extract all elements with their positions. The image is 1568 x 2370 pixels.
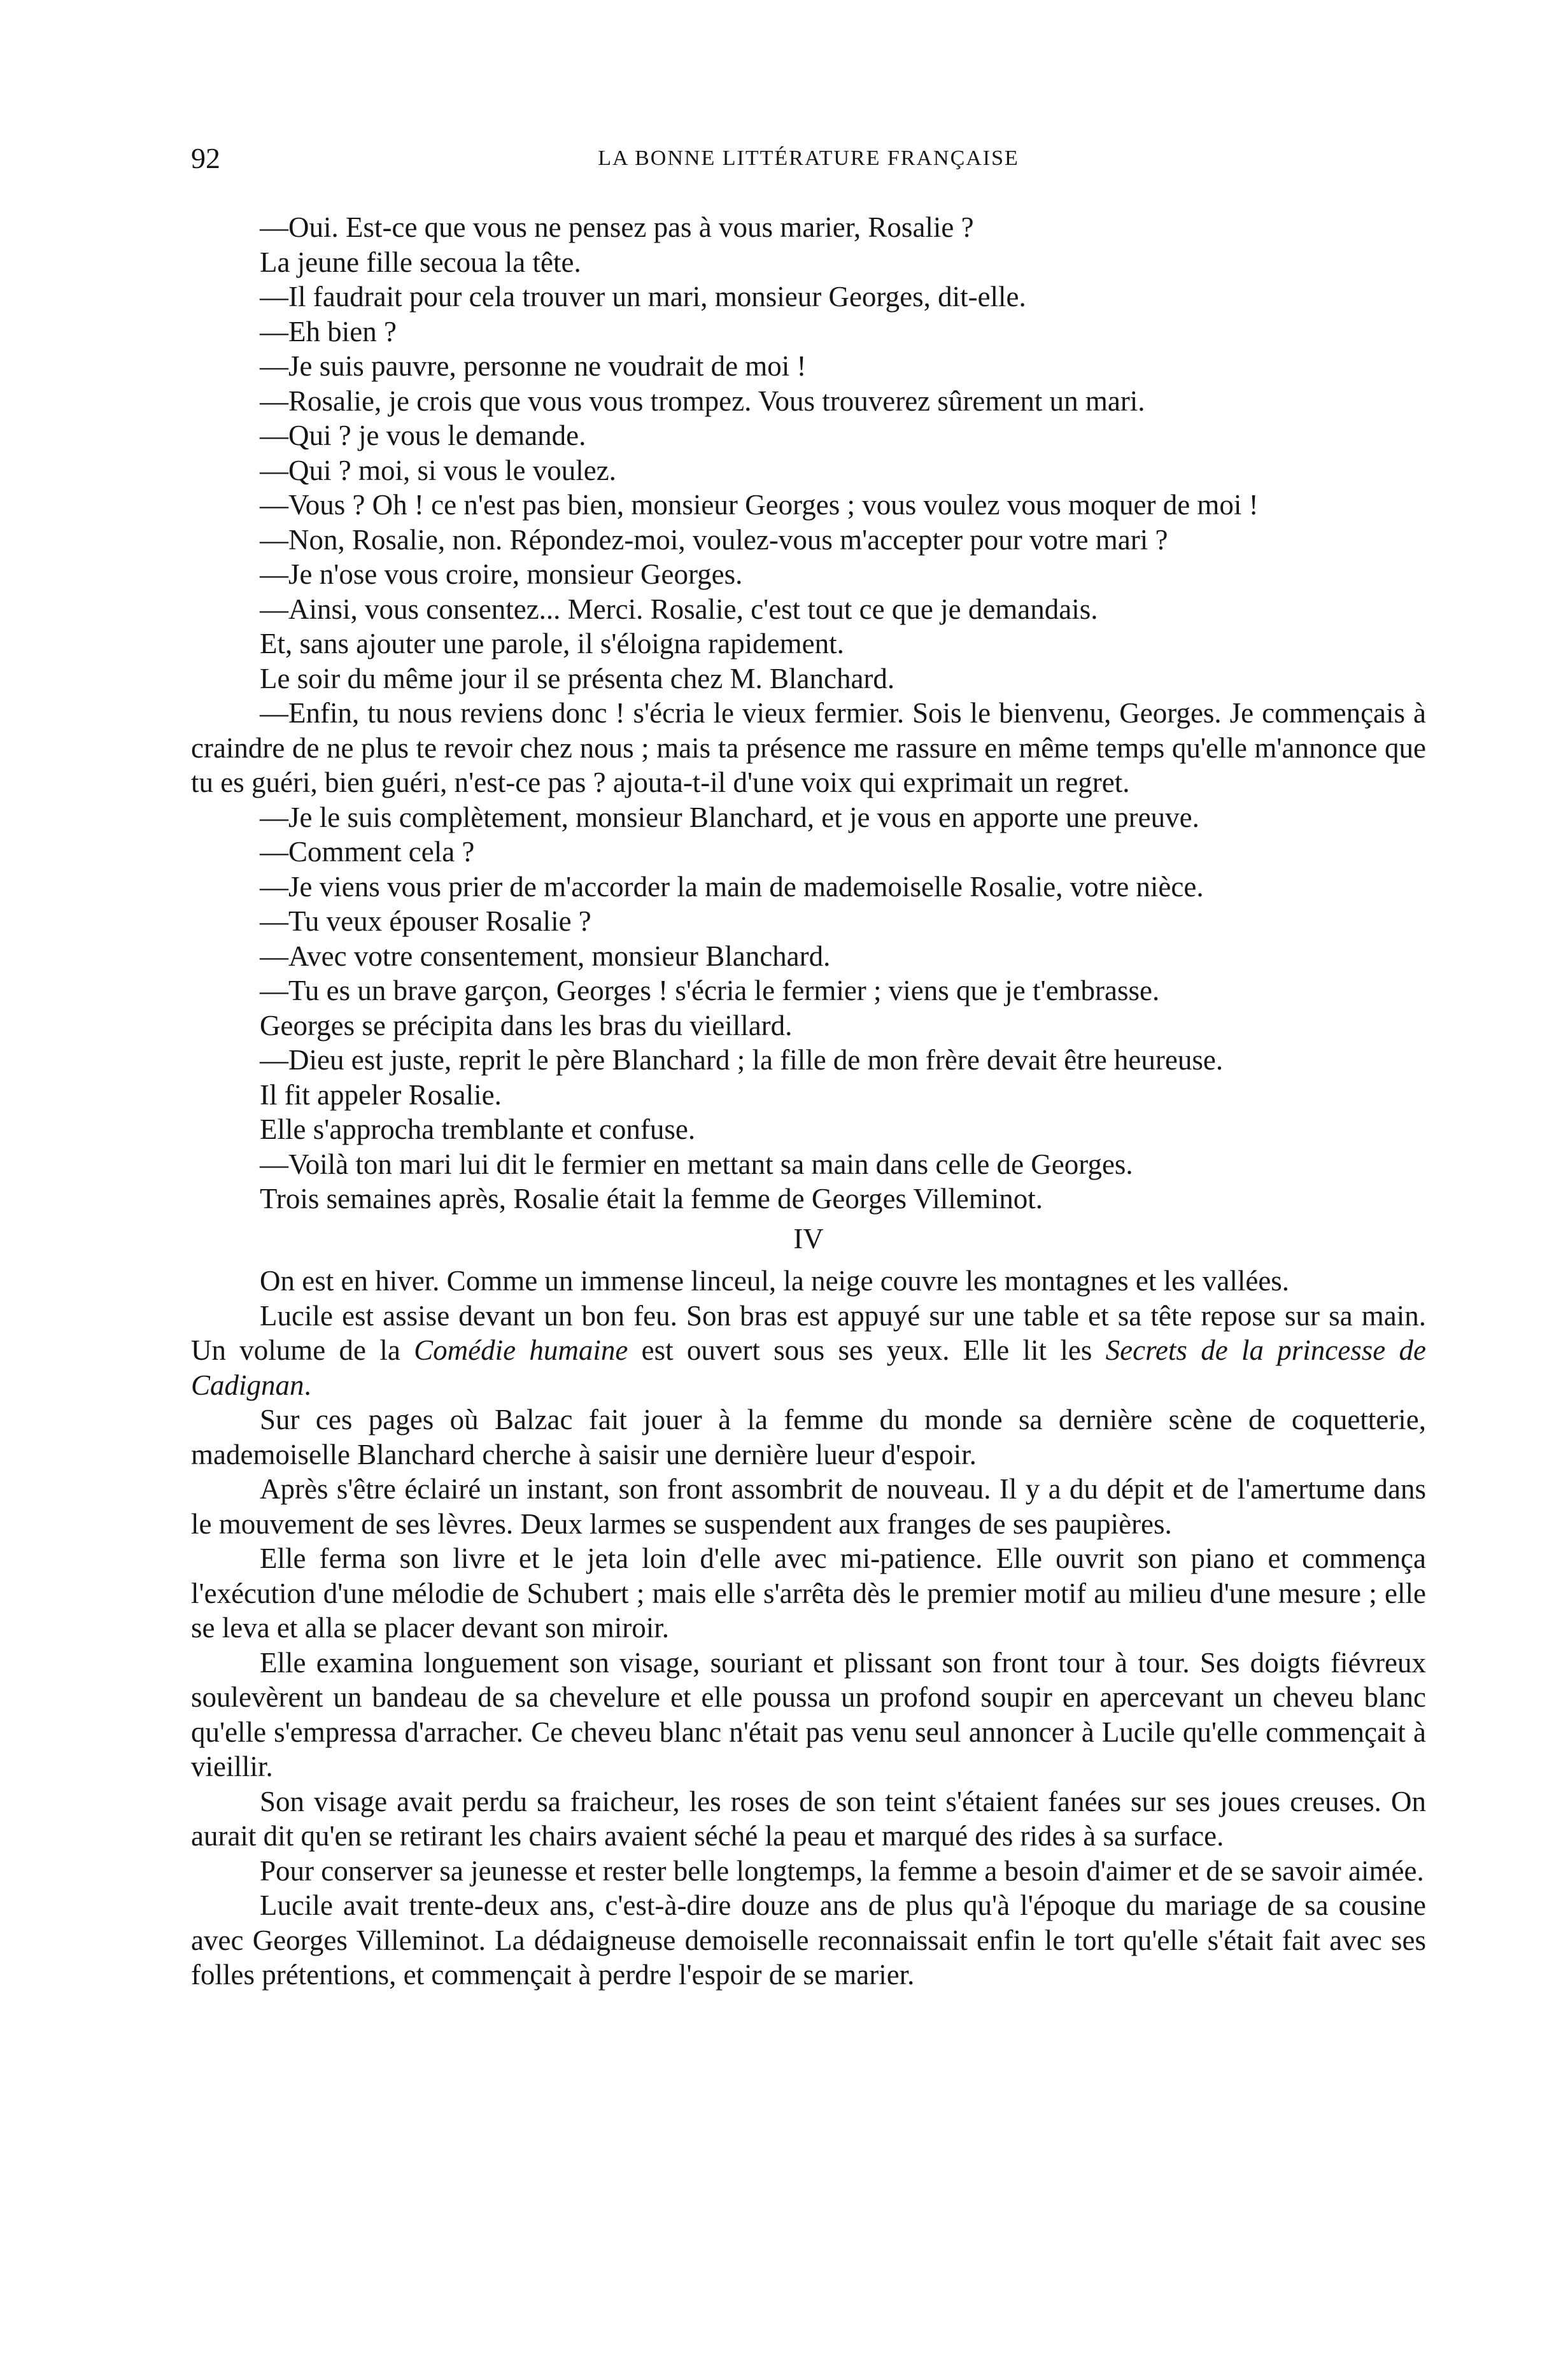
page-header: [191, 141, 1426, 186]
book-title-secrets: Secrets de la princesse de Cadignan: [191, 1334, 1426, 1401]
paragraph: —Oui. Est-ce que vous ne pensez pas à vous marier, Rosalie ?: [260, 211, 974, 243]
paragraph: —Je viens vous prier de m'accorder la main de mademoiselle Rosalie, votre nièce.: [260, 870, 1204, 903]
paragraph: Lucile avait trente-deux ans, c'est-à-dire douze ans de plus qu'à l'époque du mariage de sa cousine avec Georges Villeminot. La dédaigneuse demoiselle reconnaissait enfin le tort qu'elle s'était fait avec ses folles prétentions, et commençait à perdre l'espoir de se marier.: [191, 1889, 1426, 1991]
paragraph: Il fit appeler Rosalie.: [260, 1078, 502, 1111]
section-heading: IV: [793, 1222, 824, 1255]
paragraph: —Je suis pauvre, personne ne voudrait de moi !: [260, 350, 807, 382]
paragraph: —Qui ? moi, si vous le voulez.: [260, 454, 616, 486]
text-run: Lucile est assise devant un bon feu. Son bras est appuyé sur une table et sa tête repose sur sa main. Un volume de la: [191, 1299, 1426, 1366]
paragraph: —Qui ? je vous le demande.: [260, 420, 586, 451]
paragraph: —Ainsi, vous consentez... Merci. Rosalie, c'est tout ce que je demandais.: [260, 593, 1098, 625]
paragraph: —Rosalie, je crois que vous vous trompez. Vous trouverez sûrement un mari.: [260, 384, 1145, 417]
running-title: LA BONNE LITTÉRATURE FRANÇAISE: [598, 146, 1019, 170]
paragraph: Georges se précipita dans les bras du vieillard.: [260, 1009, 793, 1041]
paragraph: —Comment cela ?: [260, 836, 475, 868]
dialogue-section: [191, 210, 1426, 1217]
text-run: est ouvert sous ses yeux. Elle lit les: [628, 1334, 1106, 1366]
paragraph: —Tu es un brave garçon, Georges ! s'écria le fermier ; viens que je t'embrasse.: [260, 975, 1160, 1006]
book-title-comedie: Comédie humaine: [414, 1334, 628, 1366]
paragraph: —Je n'ose vous croire, monsieur Georges.: [260, 558, 743, 590]
paragraph: —Dieu est juste, reprit le père Blanchard ; la fille de mon frère devait être heureuse.: [260, 1044, 1224, 1076]
paragraph: Son visage avait perdu sa fraicheur, les roses de son teint s'étaient fanées sur ses joues creuses. On aurait dit qu'en se retirant les chairs avaient séché la peau et marqué des rides à sa surface.: [191, 1785, 1426, 1852]
paragraph: —Non, Rosalie, non. Répondez-moi, voulez-vous m'accepter pour votre mari ?: [260, 523, 1168, 556]
narrative-section: [191, 1402, 1426, 1993]
page-number: 92: [191, 142, 220, 174]
body-text: [191, 210, 1426, 1993]
paragraph: Elle s'approcha tremblante et confuse.: [260, 1113, 696, 1145]
paragraph: —Vous ? Oh ! ce n'est pas bien, monsieur Georges ; vous voulez vous moquer de moi !: [260, 489, 1259, 521]
paragraph: La jeune fille secoua la tête.: [260, 246, 581, 278]
paragraph: —Tu veux épouser Rosalie ?: [260, 905, 591, 937]
paragraph: —Avec votre consentement, monsieur Blanchard.: [260, 940, 831, 972]
paragraph: Trois semaines après, Rosalie était la femme de Georges Villeminot.: [260, 1183, 1043, 1215]
paragraph: Le soir du même jour il se présenta chez M. Blanchard.: [260, 662, 895, 695]
paragraph: —Voilà ton mari lui dit le fermier en mettant sa main dans celle de Georges.: [260, 1148, 1133, 1180]
paragraph: —Il faudrait pour cela trouver un mari, monsieur Georges, dit-elle.: [260, 281, 1026, 313]
text-run: .: [304, 1369, 311, 1401]
paragraph: Elle examina longuement son visage, souriant et plissant son front tour à tour. Ses doigts fiévreux soulevèrent un bandeau de sa chevelure et elle poussa un profond soupir en apercevant un cheveu blanc qu'elle s'empressa d'arracher. Ce cheveu blanc n'était pas venu seul annoncer à Lucile qu'elle commençait à vieillir.: [191, 1646, 1426, 1782]
paragraph-lucile: [191, 1299, 1426, 1403]
paragraph: Sur ces pages où Balzac fait jouer à la femme du monde sa dernière scène de coquetterie, mademoiselle Blanchard cherche à saisir une dernière lueur d'espoir.: [191, 1404, 1426, 1471]
paragraph-hiver: On est en hiver. Comme un immense linceul, la neige couvre les montagnes et les vallées.: [260, 1265, 1290, 1297]
paragraph: —Je le suis complètement, monsieur Blanchard, et je vous en apporte une preuve.: [260, 801, 1199, 833]
paragraph: Pour conserver sa jeunesse et rester belle longtemps, la femme a besoin d'aimer et de se savoir aimée.: [260, 1854, 1424, 1887]
paragraph: Après s'être éclairé un instant, son front assombrit de nouveau. Il y a du dépit et de l'amertume dans le mouvement de ses lèvres. Deux larmes se suspendent aux franges de ses paupières.: [191, 1473, 1426, 1540]
paragraph: Et, sans ajouter une parole, il s'éloigna rapidement.: [260, 628, 844, 660]
paragraph: —Eh bien ?: [260, 315, 397, 348]
paragraph: Elle ferma son livre et le jeta loin d'elle avec mi-patience. Elle ouvrit son piano et commença l'exécution d'une mélodie de Schubert ; mais elle s'arrêta dès le premier motif au milieu d'une mesure ; elle se leva et alla se placer devant son miroir.: [191, 1542, 1426, 1644]
paragraph: —Enfin, tu nous reviens donc ! s'écria le vieux fermier. Sois le bienvenu, Georges. Je commençais à craindre de ne plus te revoir chez nous ; mais ta présence me rassure en même temps qu'elle m'annonce que tu es guéri, bien guéri, n'est-ce pas ? ajouta-t-il d'une voix qui exprimait un regret.: [191, 697, 1426, 798]
